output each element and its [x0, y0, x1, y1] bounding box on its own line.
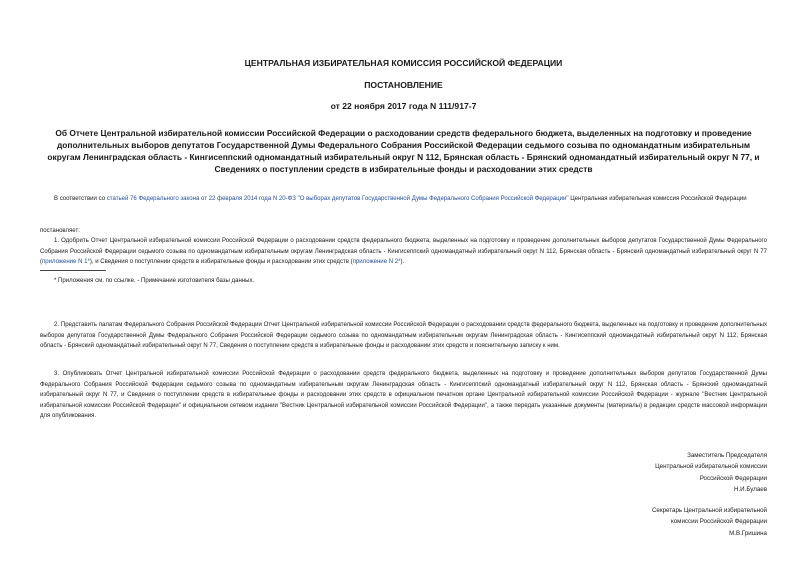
- signature-2-name: М.В.Гришина: [729, 529, 767, 537]
- item-1-text-a: 1. Одобрить Отчет Центральной избирательной комиссии Российской Федерации о расходовании средств федерального бюджета, выделенных на подготовку и проведение дополнительных выборов депутатов Государственной Думы Федерального Собрания Российской Федерации седьмого созыва по одномандатным избирательным округам Ленинградская область - Кингисеппский одномандатный избирательный округ N 112, Брянская область - Брянский одномандатный избирательный округ N 77 (: [40, 238, 767, 265]
- item-1-text-b: ), и Сведения о поступлении средств в избирательные фонды и расходовании этих средств (: [89, 259, 353, 265]
- date-number-heading: от 22 ноября 2017 года N 111/917-7: [330, 101, 477, 111]
- document-type-heading: ПОСТАНОВЛЕНИЕ: [364, 80, 443, 90]
- signature-1-line-3: Российской Федерации: [699, 474, 767, 482]
- signature-2-line-1: Секретарь Центральной избирательной: [651, 507, 767, 514]
- item-1-paragraph: [40, 236, 767, 268]
- preamble-paragraph: [40, 194, 767, 205]
- appendix-1-link[interactable]: приложение N 1*: [42, 259, 90, 265]
- signature-deputy-chairman: [447, 450, 767, 496]
- preamble-text-after: Центральная избирательная комиссия Российской Федерации: [568, 196, 747, 202]
- item-2-paragraph: 2. Представить палатам Федерального Собрания Российской Федерации Отчет Центральной избирательной комиссии Российской Федерации о расходовании средств федерального бюджета, выделенных на подготовку и проведение дополнительных выборов депутатов Государственной Думы Федерального Собрания Российской Федерации седьмого созыва по одномандатным избирательным округам Ленинградская область - Кингисеппский одномандатный избирательный округ N 112, Брянская область - Брянский одномандатный избирательный округ N 77, Сведения о поступлении средств в избирательные фонды и расходовании этих средств и пояснительную записку к ним.: [40, 322, 767, 349]
- item-3-paragraph: 3. Опубликовать Отчет Центральной избирательной комиссии Российской Федерации о расходовании средств федерального бюджета, выделенных на подготовку и проведение дополнительных выборов депутатов Государственной Думы Федерального Собрания Российской Федерации седьмого созыва по одномандатным избирательным округам Ленинградская область - Кингисеппский одномандатный избирательный округ N 112, Брянская область - Брянский одномандатный избирательный округ N 77, и Сведения о поступлении средств в избирательные фонды и расходовании этих средств в официальном печатном органе Центральной избирательной комиссии Российской Федерации - журнале "Вестник Центральной избирательной комиссии Российской Федерации" и официальном сетевом издании "Вестник Центральной избирательной комиссии Российской Федерации", а также передать указанные документы (материалы) в редакции средств массовой информации для опубликования.: [40, 371, 767, 419]
- footnote-text: * Приложения см. по ссылке. - Примечание изготовителя базы данных.: [54, 278, 255, 284]
- document-title: Об Отчете Центральной избирательной комиссии Российской Федерации о расходовании средств федерального бюджета, выделенных на подготовку и проведение дополнительных выборов депутатов Государственной Думы Федерального Собрания Российской Федерации седьмого созыва по одномандатным избирательным округам Ленинградская область - Кингисеппский одномандатный избирательный округ N 112, Брянская область - Брянский одномандатный избирательный округ N 77, и Сведениях о поступлении средств в избирательные фонды и расходовании этих средств: [47, 128, 760, 174]
- signature-secretary: [447, 505, 767, 539]
- preamble-text-before: В соответствии со: [54, 196, 107, 202]
- decree-word: постановляет:: [40, 228, 80, 234]
- footnote-divider: [40, 270, 106, 271]
- appendix-2-link[interactable]: приложение N 2*: [352, 259, 401, 265]
- organization-heading: ЦЕНТРАЛЬНАЯ ИЗБИРАТЕЛЬНАЯ КОМИССИЯ РОССИЙСКОЙ ФЕДЕРАЦИИ: [244, 58, 563, 68]
- item-1-text-c: ).: [400, 259, 405, 265]
- signature-1-name: Н.И.Булаев: [733, 486, 767, 494]
- signature-2-line-2: комиссии Российской Федерации: [670, 518, 767, 526]
- law-article-link[interactable]: статьей 76 Федерального закона от 22 февраля 2014 года N 20-ФЗ "О выборах депутатов Государственной Думы Федерального Собрания Российской Федерации": [106, 196, 569, 202]
- signature-1-line-2: Центральной избирательной комиссии: [655, 463, 767, 471]
- signature-1-line-1: Заместитель Председателя: [687, 452, 767, 459]
